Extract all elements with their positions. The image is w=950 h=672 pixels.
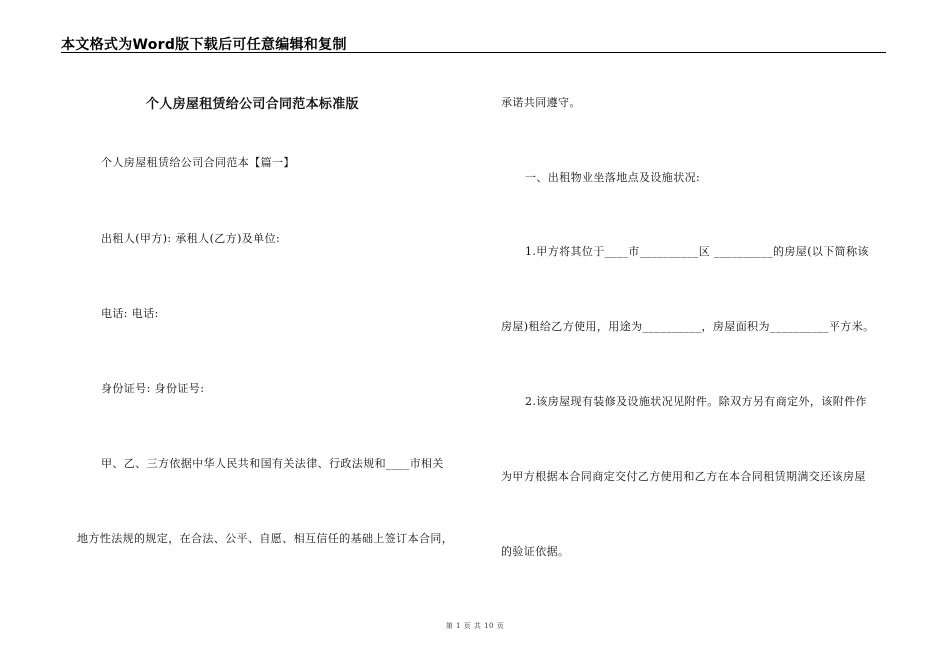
lessor-lessee-line: 出租人(甲方): 承租人(乙方)及单位: [101,232,281,245]
phone-line: 电话: 电话: [101,307,159,320]
document-banner: 本文格式为Word版下载后可任意编辑和复制 [61,37,347,53]
page-number: 第 1 页 共 10 页 [445,622,505,630]
paragraph-line: 甲、乙、三方依据中华人民共和国有关法律、行政法规和____市相关 [101,457,444,470]
section-heading: 个人房屋租赁给公司合同范本【篇一】 [101,156,295,169]
paragraph-line: 1.甲方将其位于____市__________区 __________的房屋(以下简称该 [525,245,869,258]
paragraph-line: 房屋)租给乙方使用，用途为__________，房屋面积为__________平方米。 [501,320,875,333]
document-title: 个人房屋租赁给公司合同范本标准版 [146,97,359,112]
id-number-line: 身份证号: 身份证号: [101,382,205,395]
paragraph-line: 地方性法规的规定，在合法、公平、自愿、相互信任的基础上签订本合同， [77,532,454,545]
paragraph-line: 承诺共同遵守。 [501,96,581,109]
paragraph-line: 的验证依据。 [501,545,570,558]
paragraph-line: 为甲方根据本合同商定交付乙方使用和乙方在本合同租赁期满交还该房屋 [501,470,866,483]
header-divider [61,52,886,53]
clause-heading: 一、出租物业坐落地点及设施状况: [525,171,701,184]
paragraph-line: 2.该房屋现有装修及设施状况见附件。除双方另有商定外，该附件作 [525,395,867,408]
